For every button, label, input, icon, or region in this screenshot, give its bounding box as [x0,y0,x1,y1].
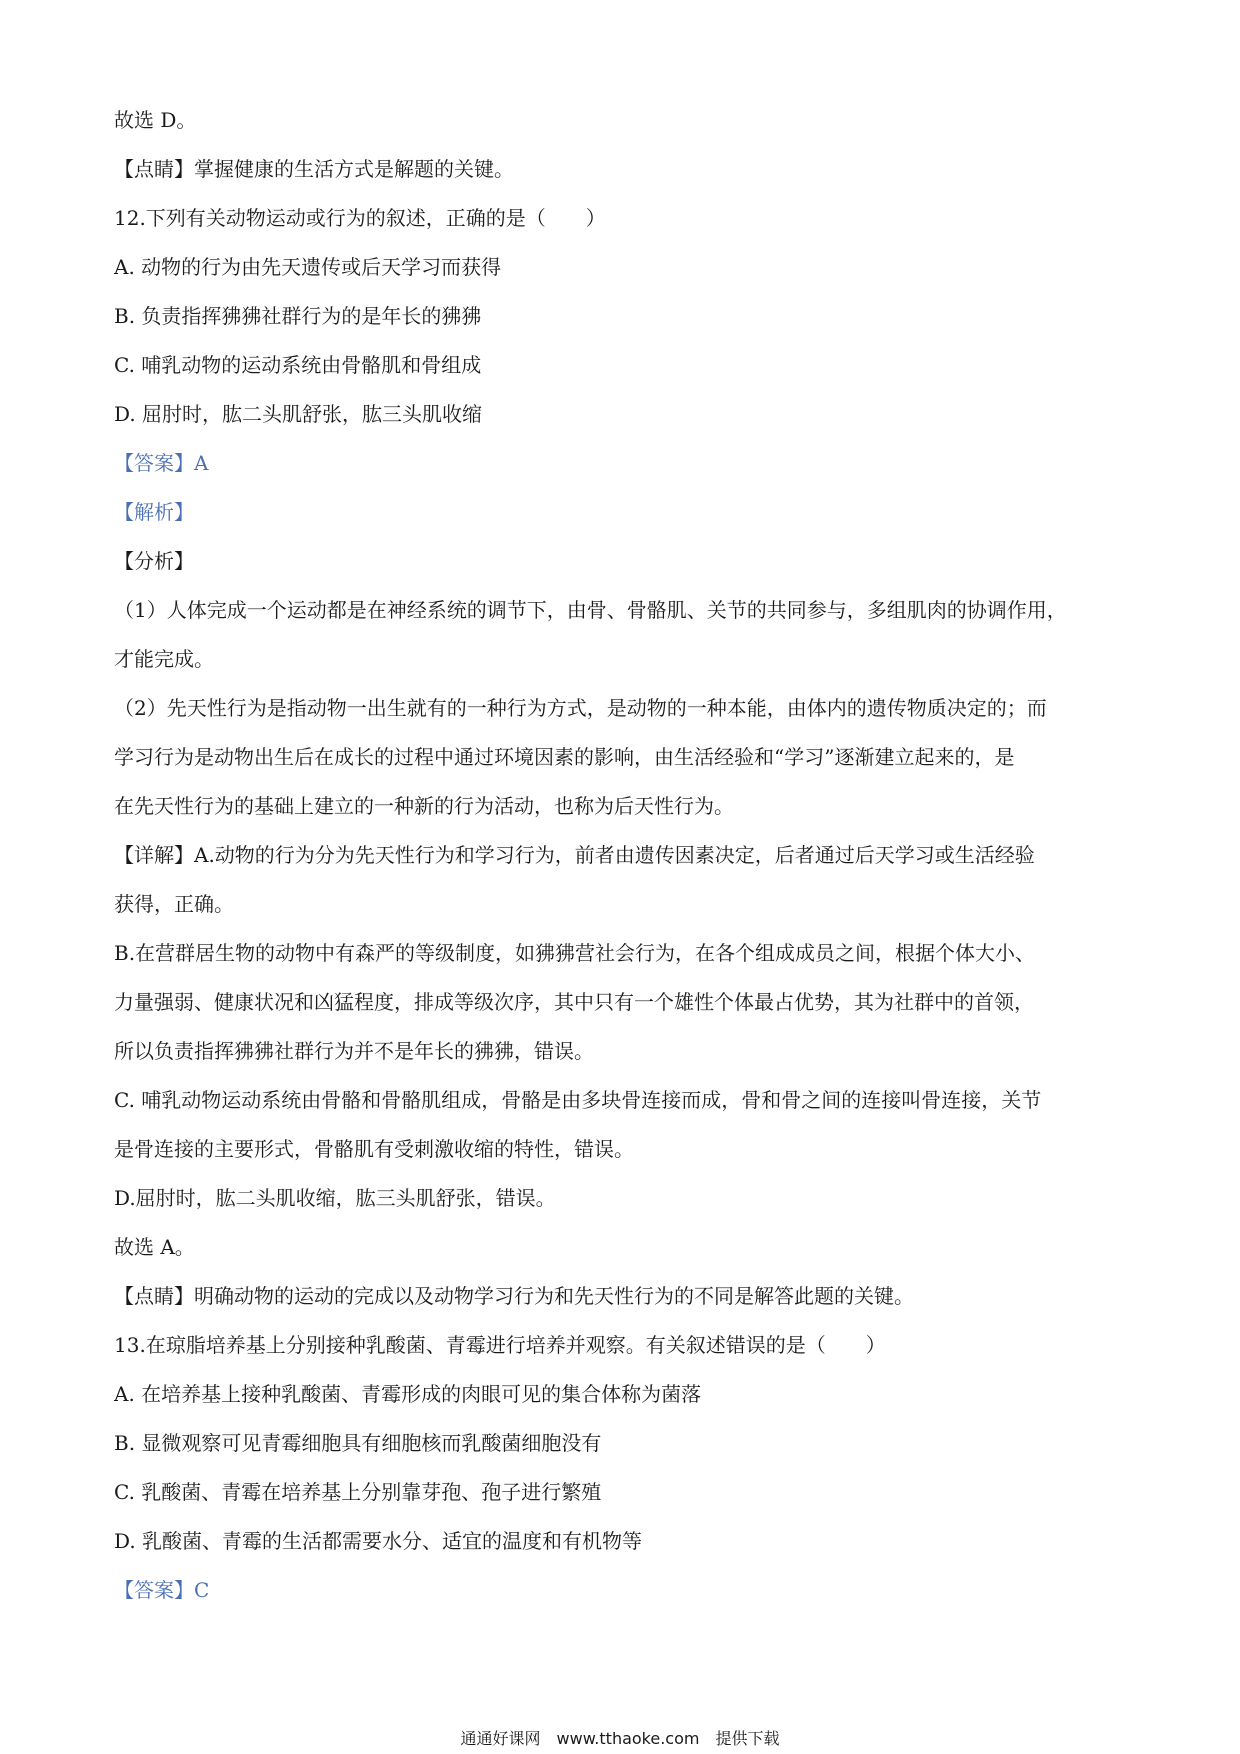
text-line: （1）人体完成一个运动都是在神经系统的调节下，由骨、骨骼肌、关节的共同参与，多组肌肉的协调作用， [114,598,1067,622]
text-line: 力量强弱、健康状况和凶猛程度，排成等级次序，其中只有一个雄性个体最占优势，其为社群中的首领， [114,990,1034,1014]
text-line: 【点睛】掌握健康的生活方式是解题的关键。 [114,157,514,181]
option-a: A. 在培养基上接种乳酸菌、青霉形成的肉眼可见的集合体称为菌落 [114,1382,702,1406]
fenxi-tag: 【分析】 [114,549,194,573]
question-13-stem: 13.在琼脂培养基上分别接种乳酸菌、青霉进行培养并观察。有关叙述错误的是（ ） [114,1333,886,1357]
text-line: 【点睛】明确动物的运动的完成以及动物学习行为和先天性行为的不同是解答此题的关键。 [114,1284,914,1308]
option-c: C. 乳酸菌、青霉在培养基上分别靠芽孢、孢子进行繁殖 [114,1480,602,1504]
option-a: A. 动物的行为由先天遗传或后天学习而获得 [114,255,502,279]
text-line: C. 哺乳动物运动系统由骨骼和骨骼肌组成，骨骼是由多块骨连接而成，骨和骨之间的连接叫骨连接，关节 [114,1088,1042,1112]
option-b: B. 负责指挥狒狒社群行为的是年长的狒狒 [114,304,482,328]
text-line: 故选 A。 [114,1235,195,1259]
text-line: B.在营群居生物的动物中有森严的等级制度，如狒狒营社会行为，在各个组成成员之间，根据个体大小、 [114,941,1036,965]
option-d: D. 乳酸菌、青霉的生活都需要水分、适宜的温度和有机物等 [114,1529,643,1553]
text-line: D.屈肘时，肱二头肌收缩，肱三头肌舒张，错误。 [114,1186,556,1210]
page-footer: 通通好课网 www.tthaoke.com 提供下载 [460,1729,780,1748]
text-line: 才能完成。 [114,647,214,671]
analysis-tag: 【解析】 [114,500,194,524]
question-12-stem: 12.下列有关动物运动或行为的叙述，正确的是（ ） [114,206,606,230]
text-line: 学习行为是动物出生后在成长的过程中通过环境因素的影响，由生活经验和“学习”逐渐建立起来的，是 [114,745,1015,769]
text-line: 在先天性行为的基础上建立的一种新的行为活动，也称为后天性行为。 [114,794,734,818]
text-line: 所以负责指挥狒狒社群行为并不是年长的狒狒，错误。 [114,1039,594,1063]
answer-tag: 【答案】A [114,451,209,475]
text-line: （2）先天性行为是指动物一出生就有的一种行为方式，是动物的一种本能，由体内的遗传物质决定的；而 [114,696,1047,720]
option-b: B. 显微观察可见青霉细胞具有细胞核而乳酸菌细胞没有 [114,1431,602,1455]
text-line: 故选 D。 [114,108,197,132]
text-line: 【详解】A.动物的行为分为先天性行为和学习行为，前者由遗传因素决定，后者通过后天学习或生活经验 [114,843,1035,867]
answer-tag: 【答案】C [114,1578,210,1602]
text-line: 是骨连接的主要形式，骨骼肌有受刺激收缩的特性，错误。 [114,1137,634,1161]
option-d: D. 屈肘时，肱二头肌舒张，肱三头肌收缩 [114,402,483,426]
option-c: C. 哺乳动物的运动系统由骨骼肌和骨组成 [114,353,482,377]
text-line: 获得，正确。 [114,892,234,916]
